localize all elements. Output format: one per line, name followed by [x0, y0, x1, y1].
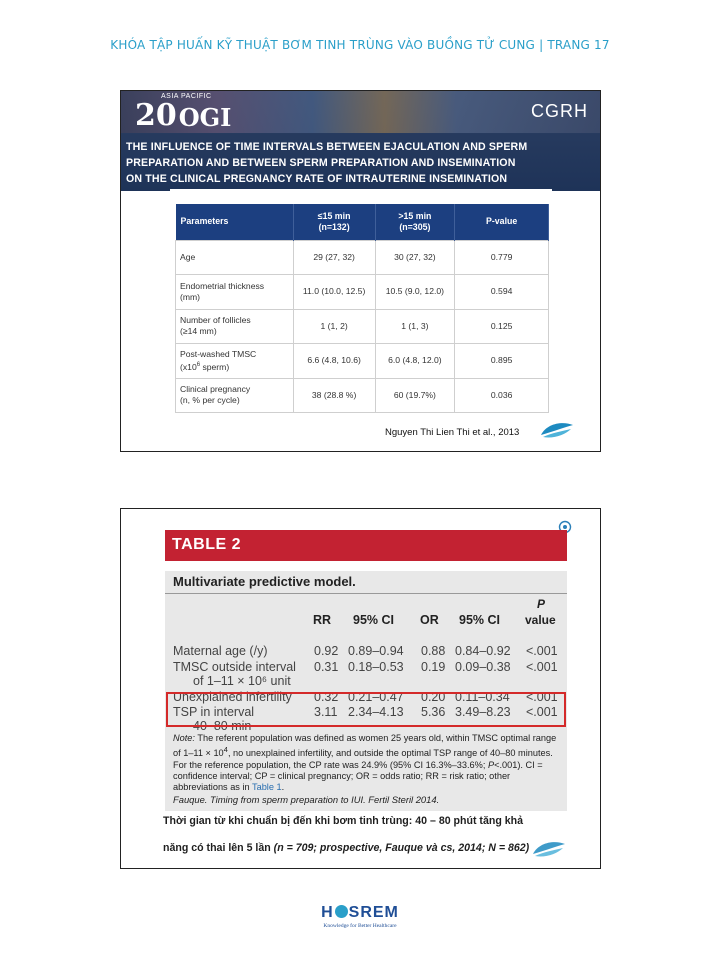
row-label-cont: of 1–11 × 10⁶ unit: [193, 674, 291, 688]
title-line: PREPARATION AND BETWEEN SPERM PREPARATION AND INSEMINATION: [126, 157, 516, 169]
row-label: TMSC outside interval: [173, 660, 296, 674]
note-text: , no unexplained infertility, and outside the optimal TSP range of 40–80 minutes. For the reference population, the CP rate was 24.9% (95% CI 16.3%–33.6%;: [173, 748, 553, 770]
cell-gt15: 30 (27, 32): [375, 240, 455, 275]
cell-p: <.001: [526, 660, 558, 674]
header-gt15-label: >15 min: [398, 210, 432, 221]
title-line: THE INFLUENCE OF TIME INTERVALS BETWEEN EJACULATION AND SPERM: [126, 141, 528, 153]
cell-or: 0.20: [421, 690, 446, 704]
row-param: [176, 275, 294, 310]
col-ci-rr: 95% CI: [353, 613, 394, 627]
cell-pvalue: 0.125: [455, 309, 549, 344]
cell-or: 5.36: [421, 705, 446, 719]
param-unit-end: sperm): [200, 361, 230, 372]
cell-ci-rr: 0.89–0.94: [348, 644, 404, 658]
cell-p: <.001: [526, 690, 558, 704]
row-param: [176, 378, 294, 413]
row-label: TSP in interval: [173, 705, 255, 719]
parameters-table-container: [170, 189, 552, 413]
brand-letter: H: [321, 904, 334, 921]
cell-ci-or: 0.09–0.38: [455, 660, 511, 674]
cell-le15: 6.6 (4.8, 10.6): [293, 344, 375, 379]
caption-divider: [165, 593, 567, 594]
slide-1: [120, 90, 601, 452]
cell-rr: 3.11: [314, 705, 338, 719]
param-name: Age: [180, 251, 196, 262]
table-2-header-bar: [165, 530, 567, 561]
table-row: [176, 309, 549, 344]
cell-pvalue: 0.895: [455, 344, 549, 379]
header-gt15: [375, 204, 455, 240]
param-name: Number of follicles: [180, 315, 251, 326]
col-ci-or: 95% CI: [459, 613, 500, 627]
cell-pvalue: 0.036: [455, 378, 549, 413]
cell-or: 0.19: [421, 660, 446, 674]
table-2-caption: Multivariate predictive model.: [173, 574, 356, 589]
table-1-link[interactable]: Table 1: [252, 782, 282, 793]
param-name: Post-washed TMSC: [180, 348, 257, 359]
param-unit: (n, % per cycle): [180, 395, 240, 406]
row-param: [176, 309, 294, 344]
table-row: [176, 344, 549, 379]
cell-ci-or: 0.84–0.92: [455, 644, 511, 658]
hosrem-logo: [315, 904, 405, 929]
note-end: .: [281, 782, 285, 793]
param-name: Clinical pregnancy: [180, 384, 251, 395]
header-le15-n: (n=132): [318, 221, 350, 232]
globe-icon: [335, 905, 348, 918]
row-param: [176, 240, 294, 275]
note-text: <.001). CI = confidence interval; CP = clinical pregnancy; OR = odds ratio; RR = risk ratio; other abbreviations as in: [173, 759, 543, 793]
row-label-cont: 40–80 min: [193, 719, 252, 733]
cell-le15: 11.0 (10.0, 12.5): [293, 275, 375, 310]
table-row: [176, 378, 549, 413]
header-parameters: Parameters: [176, 204, 294, 240]
cell-ci-rr: 0.21–0.47: [348, 690, 404, 704]
cell-gt15: 6.0 (4.8, 12.0): [375, 344, 455, 379]
cell-ci-rr: 2.34–4.13: [348, 705, 404, 719]
parameters-table: [175, 204, 549, 413]
param-name: Endometrial thickness: [180, 280, 265, 291]
table-2-note: [173, 733, 561, 794]
summary-line-2-source: (n = 709; prospective, Fauque và cs, 2014; N = 862): [273, 842, 530, 854]
cell-ci-or: 0.11–0.34: [455, 690, 510, 704]
leaf-logo-icon: [531, 840, 567, 858]
cell-gt15: 10.5 (9.0, 12.0): [375, 275, 455, 310]
cell-pvalue: 0.779: [455, 240, 549, 275]
title-line: ON THE CLINICAL PREGNANCY RATE OF INTRAUTERINE INSEMINATION: [126, 173, 508, 185]
row-label: Maternal age (/y): [173, 644, 268, 658]
row-label: Unexplained infertility: [173, 690, 292, 704]
aogi-logo: [135, 93, 231, 133]
summary-line-2-main: năng có thai lên 5 lần: [163, 842, 274, 854]
cell-le15: 29 (27, 32): [293, 240, 375, 275]
cgrh-logo: CGRH: [531, 101, 588, 121]
table-2-label: TABLE 2: [172, 536, 241, 553]
col-value: value: [525, 613, 556, 627]
aogi-logo-tagline: ASIA PACIFIC: [161, 93, 212, 100]
note-sup: 4: [223, 745, 228, 755]
summary-line-2: [163, 842, 583, 854]
col-rr: RR: [313, 613, 332, 627]
cell-gt15: 1 (1, 3): [375, 309, 455, 344]
note-text: The referent population was defined as women 25 years old, within TMSC optimal range of 1–11 × 10: [173, 733, 557, 759]
param-unit: [180, 360, 293, 373]
header-le15: [293, 204, 375, 240]
table-header-row: [176, 204, 549, 240]
table-2-panel: [165, 571, 567, 811]
table-row: [176, 240, 549, 275]
highlight-box: [166, 692, 566, 727]
table-row: [176, 275, 549, 310]
cell-p: <.001: [526, 705, 558, 719]
cell-le15: 1 (1, 2): [293, 309, 375, 344]
cell-ci-rr: 0.18–0.53: [348, 660, 404, 674]
brand-rest: SREM: [348, 904, 399, 921]
summary-line-1: Thời gian từ khi chuẩn bị đến khi bơm tinh trùng: 40 – 80 phút tăng khả: [163, 815, 523, 827]
row-param: [176, 344, 294, 379]
cell-rr: 0.31: [314, 660, 339, 674]
cell-p: <.001: [526, 644, 558, 658]
aogi-logo-text: OGI: [178, 103, 232, 132]
col-p: P: [537, 597, 546, 611]
hosrem-brand: [315, 904, 405, 922]
cell-rr: 0.32: [314, 690, 339, 704]
cell-or: 0.88: [421, 644, 446, 658]
header-le15-label: ≤15 min: [317, 210, 351, 221]
note-p: P: [487, 759, 495, 770]
param-unit: (mm): [180, 291, 201, 302]
param-unit: (≥14 mm): [180, 326, 217, 337]
cell-ci-or: 3.49–8.23: [455, 705, 511, 719]
slide-1-title: [126, 139, 596, 187]
table-2-reference: Fauque. Timing from sperm preparation to IUI. Fertil Steril 2014.: [173, 794, 440, 805]
slide-2: [120, 508, 601, 869]
cell-gt15: 60 (19.7%): [375, 378, 455, 413]
page-header: KHÓA TẬP HUẤN KỸ THUẬT BƠM TINH TRÙNG VÀO BUỒNG TỬ CUNG | TRANG 17: [110, 38, 610, 52]
param-unit-start: (x10: [180, 361, 197, 372]
header-pvalue: P-value: [455, 204, 549, 240]
aogi-logo-number: 20: [135, 98, 177, 133]
cell-le15: 38 (28.8 %): [293, 378, 375, 413]
hosrem-tagline: Knowledge for Better Healthcare: [323, 923, 397, 929]
col-or: OR: [420, 613, 439, 627]
slide-1-citation: Nguyen Thi Lien Thi et al., 2013: [385, 427, 520, 438]
cell-rr: 0.92: [314, 644, 339, 658]
cell-pvalue: 0.594: [455, 275, 549, 310]
header-gt15-n: (n=305): [399, 221, 431, 232]
leaf-logo-icon: [539, 421, 575, 439]
note-label: Note:: [173, 733, 195, 743]
param-unit-sup: 6: [196, 361, 201, 368]
